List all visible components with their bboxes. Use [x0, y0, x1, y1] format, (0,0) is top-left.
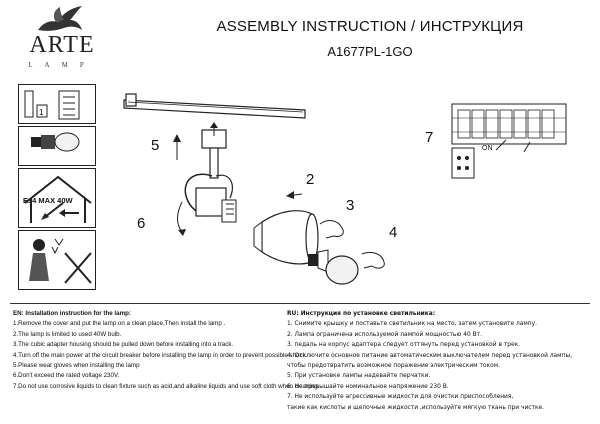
instruction-en-item: 6.Don't exceed the rated voltage 230V.	[13, 372, 120, 380]
instruction-ru-item: такие как кислоты и щелочные жидкости ,используйте мягкую ткань при чистке.	[287, 404, 545, 411]
step-number-4: 4	[389, 224, 398, 241]
step-number-6: 6	[137, 215, 146, 232]
instruction-en-item: 3.The cubic adapter housing should be pulled down before installing into a track.	[13, 341, 234, 349]
instruction-ru-item: 4. Отключите основное питание автоматическим выключателем перед установкой лампы,	[287, 352, 572, 359]
instruction-en-item: 1.Remove the cover and put the lamp on a clean place,Then install the lamp .	[13, 320, 226, 328]
instruction-ru-item: 5. При установке лампы надевайте перчатки.	[287, 373, 431, 380]
bulb-spec: E14 MAX 40W	[23, 196, 73, 205]
instruction-en-item: 5.Please wear gloves when installing the lamp	[13, 362, 140, 370]
instruction-ru-item: 3. педаль на корпус адаптера следует оттянуть перед установкой в трек.	[287, 342, 521, 349]
step-2-arrow	[286, 191, 302, 199]
instruction-ru-item: 7. Не используйте агрессивные жидкости для очистки приспособления,	[287, 394, 514, 401]
instructions-ru	[287, 309, 592, 413]
instructions-en-heading: EN: Installation instruction for the lamp:	[13, 310, 131, 317]
step-number-2: 2	[306, 171, 315, 188]
page-title: ASSEMBLY INSTRUCTION / ИНСТРУКЦИЯ	[216, 18, 524, 35]
track-rail	[124, 94, 305, 118]
step-number-3: 3	[346, 197, 355, 214]
logo-brand: ARTE	[29, 32, 95, 58]
instruction-ru-item: 6. Не превышайте номинальное напряжение 230 В.	[287, 383, 449, 390]
switch-on-label: ON	[482, 145, 493, 152]
lamp-bracket	[185, 174, 236, 222]
step-6-arrow	[178, 202, 187, 236]
instruction-ru-item: чтобы предотвратить возможное поражение электрическим током.	[287, 363, 501, 370]
instruction-en-item: 7.Do not use corrosive liquids to clean fixture such as acid,and alkaline liquids and use soft cloth when cleaning.	[13, 382, 320, 390]
hand-step-4	[362, 252, 384, 268]
instruction-ru-item: 1. Снимите крышку и поставьте светильник на место, затем установите лампу.	[287, 321, 538, 328]
instruction-en-item: 2.The lamp is limited to used 40W bulb.	[13, 330, 122, 338]
track-adapter	[202, 122, 226, 178]
instruction-ru-item: 2. Лампа ограничена используемой лампой мощностью 40 Вт.	[287, 331, 482, 338]
logo-sub: LAMP	[28, 61, 96, 69]
step-5-arrow	[173, 134, 181, 160]
circuit-breaker-panel	[452, 104, 566, 152]
divider	[10, 303, 590, 304]
model-number: A1677PL-1GO	[327, 44, 413, 59]
wall-switch	[452, 148, 474, 178]
step-number-7: 7	[425, 129, 434, 146]
instructions-ru-heading: RU: Инструкция по установке светильника:	[287, 311, 436, 317]
instruction-en-item: 4.Turn off the main power at the circuit breaker before installing the lamp in order to prevent possible shock.	[13, 351, 308, 359]
svg-text:1: 1	[39, 108, 44, 117]
step-number-5: 5	[151, 137, 160, 154]
reflector-bulb	[308, 250, 358, 284]
instructions-en	[13, 309, 320, 392]
hand-step-3	[320, 221, 343, 238]
